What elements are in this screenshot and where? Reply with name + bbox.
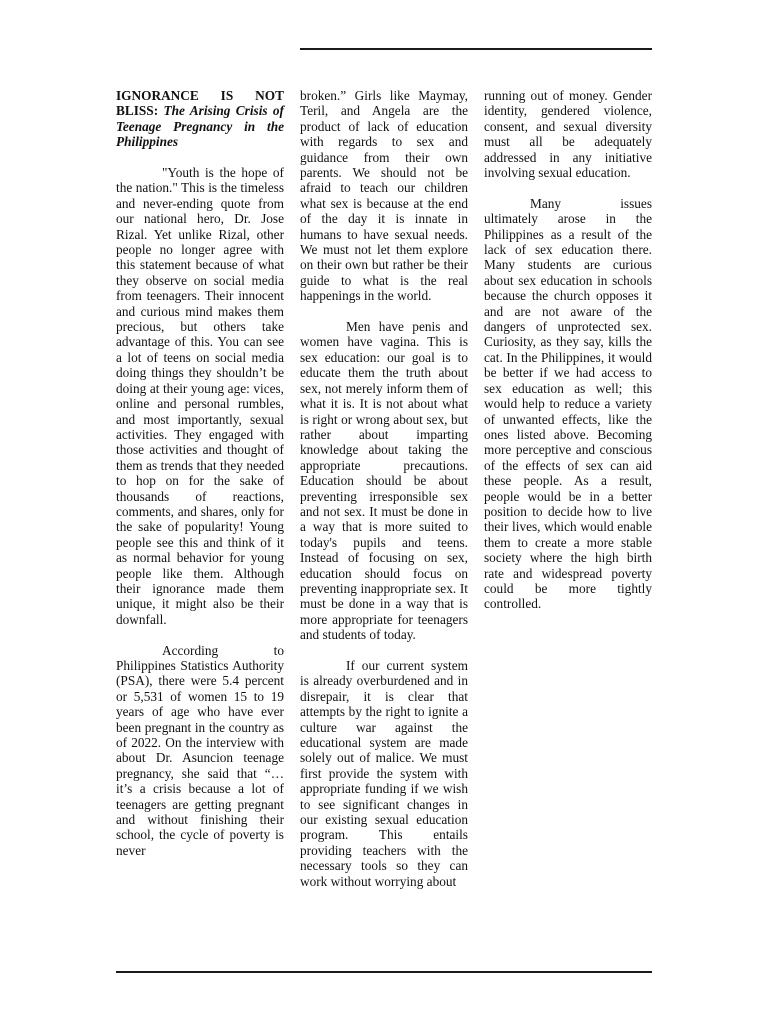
paragraph-continuation: broken.” Girls like Maymay, Teril, and Angela are the product of lack of education with regards to sex and guidance from their own parents. We should not be afraid to teach our children what sex is because at the end of the day it is innate in humans to have sexual needs. We must not let them explore on their own but rather be their guide to what is the real happenings in the world. <box>300 88 468 304</box>
paragraph-intro: "Youth is the hope of the nation." This is the timeless and never-ending quote from our national hero, Dr. Jose Rizal. Yet unlike Rizal, other people no longer agree with this statement because of what they observe on social media from teenagers. Their innocent and curious mind makes them precious, but others take advantage of this. You can see a lot of teens on social media doing things they shouldn’t be doing at their young age: vices, online and personal rumbles, and most importantly, sexual activities. They engaged with those activities and thought of them as trends that they needed to hop on for the sake of thousands of reactions, comments, and shares, only for the sake of popularity! Young people see this and think of it as normal behavior for young people like them. Although their ignorance made them unique, it might also be their downfall. <box>116 165 284 627</box>
headline-title: IGNORANCE IS NOT BLISS: <box>116 88 284 119</box>
article-column-2 <box>300 88 468 904</box>
paragraph-statistics: According to Philippines Statistics Authority (PSA), there were 5.4 percent or 5,531 of women 15 to 19 years of age who have ever been pregnant in the country as of 2022. On the interview with about Dr. Asuncion teenage pregnancy, she said that “… it’s a crisis because a lot of teenagers are getting pregnant and without finishing their school, the cycle of poverty is never <box>116 642 284 858</box>
article-headline <box>116 88 284 150</box>
headline-subtitle: The Arising Crisis of Teenage Pregnancy in the Philippines <box>116 103 284 150</box>
article-column-3 <box>484 88 652 627</box>
paragraph-conclusion: Many issues ultimately arose in the Philippines as a result of the lack of sex education there. Many students are curious about sex education in schools because the church opposes it and are not aware of the dangers of unprotected sex. Curiosity, as they say, kills the cat. In the Philippines, it would be better if we had access to sex education as well; this would help to reduce a variety of unwanted effects, like the ones listed above. Becoming more perceptive and conscious of the effects of sex can aid these people. As a result, people would be in a better position to decide how to live their lives, which would enable them to create a more stable society where the high birth rate and widespread poverty could be more tightly controlled. <box>484 195 652 612</box>
paragraph-sex-education: Men have penis and women have vagina. This is sex education: our goal is to educate them the truth about sex, not merely inform them of what it is. It is not about what is right or wrong about sex, but rather about imparting knowledge about taking the appropriate precautions. Education should be about preventing irresponsible sex and not sex. It must be done in a way that is more suited to today's pupils and teens. Instead of focusing on sex, education should focus on preventing inappropriate sex. It must be done in a way that is more appropriate for teenagers and students of today. <box>300 319 468 643</box>
top-rule <box>300 48 652 50</box>
article-column-1 <box>116 88 284 874</box>
paragraph-continuation-2: running out of money. Gender identity, gendered violence, consent, and sexual diversity must all be adequately addressed in any initiative involving sexual education. <box>484 88 652 181</box>
paragraph-current-system: If our current system is already overburdened and in disrepair, it is clear that attempts by the right to ignite a culture war against the educational system are made solely out of malice. We must first provide the system with appropriate funding if we wish to see significant changes in our existing sexual education program. This entails providing teachers with the necessary tools so they can work without worrying about <box>300 658 468 889</box>
bottom-rule <box>116 971 652 973</box>
